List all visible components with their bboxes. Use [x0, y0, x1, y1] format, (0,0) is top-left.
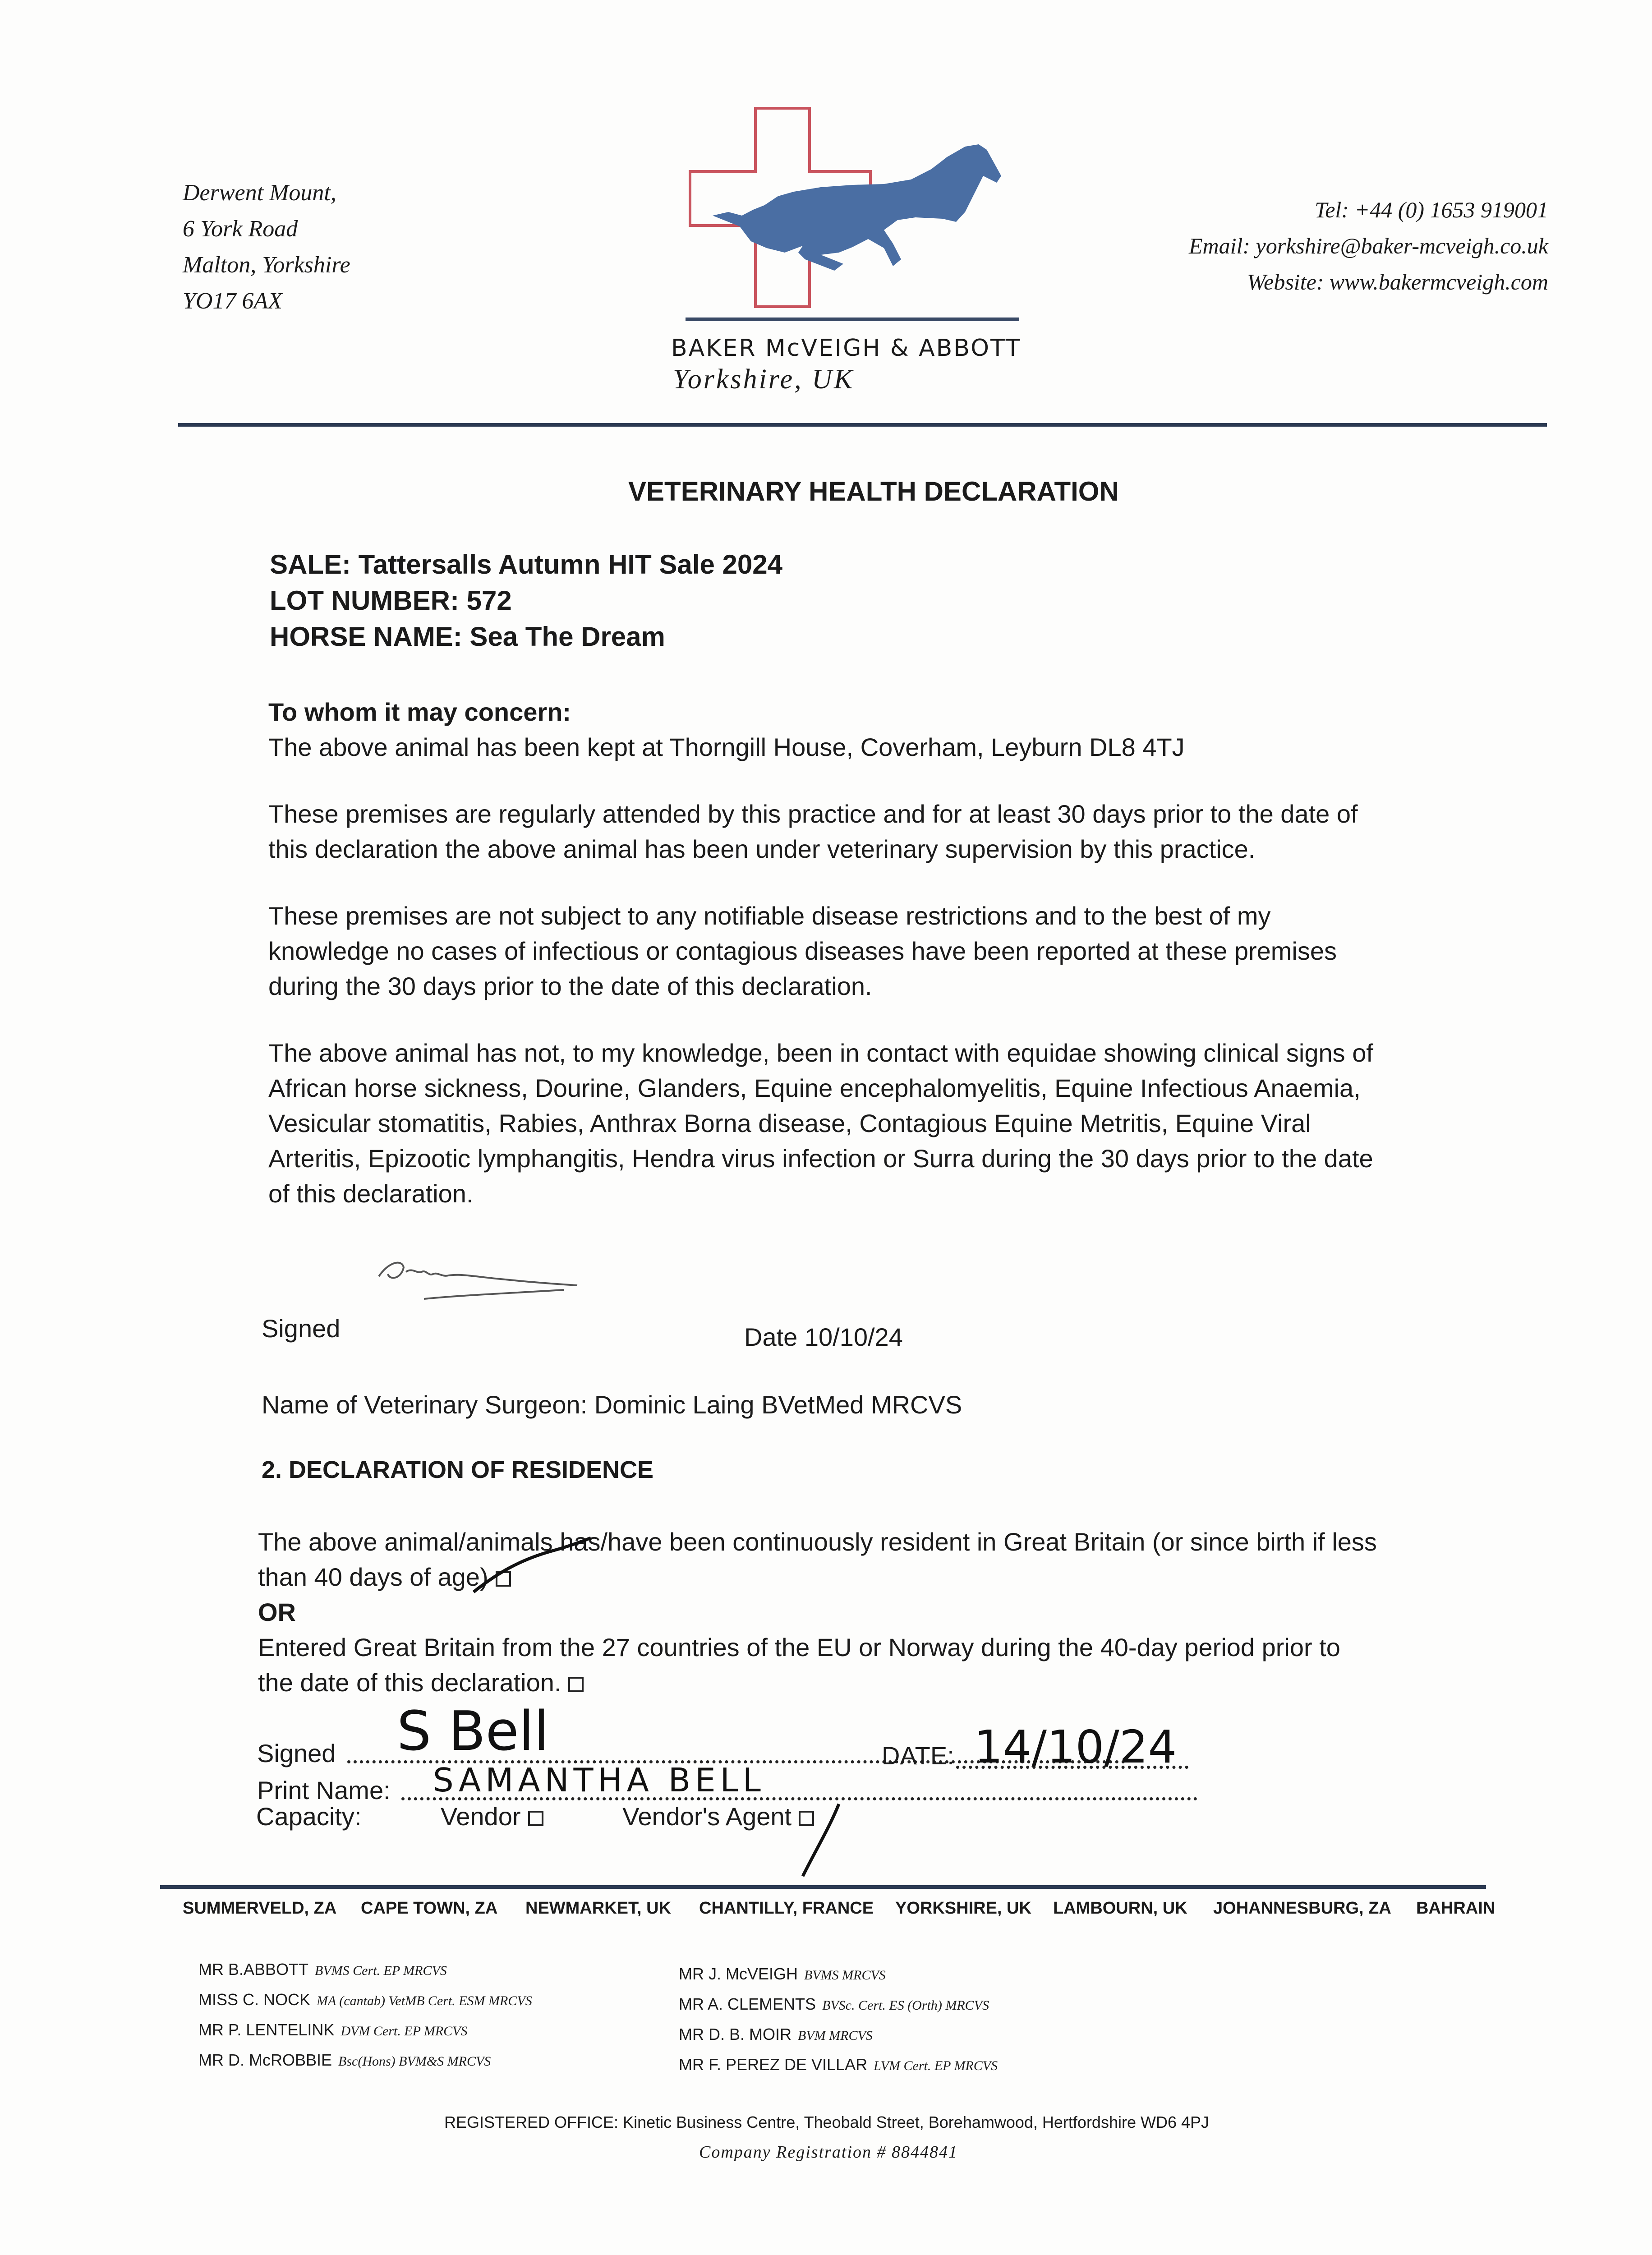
- address-line: Malton, Yorkshire: [183, 252, 350, 278]
- salutation: To whom it may concern:: [268, 698, 571, 726]
- paragraph-line: African horse sickness, Dourine, Glanders, Equine encephalomyelitis, Equine Infectious Anaemia,: [268, 1074, 1361, 1102]
- location: LAMBOURN, UK: [1053, 1899, 1187, 1918]
- staff-entry: MISS C. NOCK MA (cantab) VetMB Cert. ESM MRCVS: [198, 1990, 532, 2009]
- company-logo: [686, 104, 1019, 329]
- address-line: Derwent Mount,: [183, 180, 336, 206]
- eu-entry-checkbox[interactable]: [568, 1677, 584, 1692]
- staff-entry: MR J. McVEIGH BVMS MRCVS: [679, 1965, 886, 1983]
- header-rule: [178, 423, 1547, 427]
- footer-rule: [160, 1885, 1486, 1889]
- vet-signed-label: Signed: [262, 1314, 341, 1343]
- location: CHANTILLY, FRANCE: [699, 1899, 874, 1918]
- company-name: BAKER McVEIGH & ABBOTT: [671, 335, 1022, 362]
- location: CAPE TOWN, ZA: [361, 1899, 498, 1918]
- paragraph-line: of this declaration.: [268, 1179, 474, 1208]
- horse-name: HORSE NAME: Sea The Dream: [270, 621, 665, 652]
- residence-line: than 40 days of age): [258, 1560, 1377, 1595]
- staff-list-right: [679, 1960, 998, 2080]
- staff-entry: MR P. LENTELINK DVM Cert. EP MRCVS: [198, 2020, 468, 2039]
- location: SUMMERVELD, ZA: [183, 1899, 337, 1918]
- staff-list-left: [198, 1955, 532, 2076]
- paragraph-line: Arteritis, Epizootic lymphangitis, Hendra virus infection or Surra during the 30 days prior to the date: [268, 1144, 1373, 1173]
- vet-name: Name of Veterinary Surgeon: Dominic Laing BVetMed MRCVS: [262, 1390, 962, 1419]
- vet-declaration-body: [268, 695, 1373, 1211]
- vet-date: Date 10/10/24: [744, 1323, 903, 1351]
- cross-and-horse-logo-icon: [686, 104, 1019, 329]
- company-registration: Company Registration # 8844841: [699, 2143, 958, 2162]
- address-line: YO17 6AX: [183, 288, 282, 314]
- paragraph-line: These premises are not subject to any notifiable disease restrictions and to the best of my: [268, 902, 1271, 930]
- location: BAHRAIN: [1416, 1899, 1496, 1918]
- signed-label: Signed: [257, 1739, 336, 1767]
- date-label: DATE:: [882, 1741, 954, 1770]
- registered-office-address: Kinetic Business Centre, Theobald Street, Borehamwood, Hertfordshire WD6 4PJ: [623, 2113, 1210, 2131]
- website-line: Website: www.bakermcveigh.com: [1247, 269, 1548, 295]
- vendor-signature: S Bell: [397, 1700, 549, 1763]
- paragraph-line: knowledge no cases of infectious or contagious diseases have been reported at these premises: [268, 937, 1337, 965]
- paragraph-line: this declaration the above animal has been under veterinary supervision by this practice.: [268, 835, 1256, 863]
- premises-line: The above animal has been kept at Thorngill House, Coverham, Leyburn DL8 4TJ: [268, 733, 1185, 761]
- company-location: Yorkshire, UK: [673, 364, 855, 395]
- print-name-handwritten: SAMANTHA BELL: [433, 1761, 765, 1799]
- sale-info: [270, 547, 782, 655]
- location: NEWMARKET, UK: [525, 1899, 671, 1918]
- residence-heading: 2. DECLARATION OF RESIDENCE: [262, 1456, 654, 1483]
- email-line: Email: yorkshire@baker-mcveigh.co.uk: [1188, 233, 1548, 258]
- staff-entry: MR D. B. MOIR BVM MRCVS: [679, 2025, 873, 2043]
- date-handwritten: 14/10/24: [974, 1721, 1177, 1773]
- paragraph-line: The above animal has not, to my knowledge, been in contact with equidae showing clinical signs of: [268, 1039, 1373, 1067]
- contact-details: [1189, 192, 1548, 300]
- registered-office-label: REGISTERED OFFICE:: [444, 2113, 619, 2131]
- vendor-option: Vendor: [441, 1802, 543, 1831]
- vet-signature: [370, 1236, 586, 1312]
- document-title: VETERINARY HEALTH DECLARATION: [628, 476, 1119, 506]
- location: YORKSHIRE, UK: [895, 1899, 1031, 1918]
- registered-office: [444, 2113, 1209, 2132]
- location: JOHANNESBURG, ZA: [1213, 1899, 1391, 1918]
- or-label: OR: [258, 1598, 296, 1626]
- residence-line: The above animal/animals has/have been continuously resident in Great Britain (or since birth if less: [258, 1528, 1377, 1556]
- residence-body: [258, 1524, 1377, 1700]
- phone-line: Tel: +44 (0) 1653 919001: [1315, 197, 1548, 222]
- paragraph-line: during the 30 days prior to the date of this declaration.: [268, 972, 872, 1000]
- sale-name: SALE: Tattersalls Autumn HIT Sale 2024: [270, 549, 782, 580]
- staff-entry: MR B.ABBOTT BVMS Cert. EP MRCVS: [198, 1960, 447, 1979]
- residence-line: Entered Great Britain from the 27 countries of the EU or Norway during the 40-day period prior to: [258, 1633, 1340, 1661]
- sender-address: [183, 175, 350, 319]
- staff-entry: MR A. CLEMENTS BVSc. Cert. ES (Orth) MRCVS: [679, 1995, 989, 2013]
- vendor-checkbox[interactable]: [528, 1811, 543, 1826]
- capacity-row: [256, 1802, 814, 1831]
- paragraph-line: Vesicular stomatitis, Rabies, Anthrax Borna disease, Contagious Equine Metritis, Equine Viral: [268, 1109, 1311, 1137]
- tick-mark: [469, 1533, 604, 1597]
- paragraph-line: These premises are regularly attended by this practice and for at least 30 days prior to the date of: [268, 800, 1358, 828]
- address-line: 6 York Road: [183, 216, 298, 242]
- residence-line: the date of this declaration.: [258, 1665, 1377, 1700]
- lot-number: LOT NUMBER: 572: [270, 585, 512, 616]
- print-name-label: Print Name:: [257, 1776, 391, 1804]
- staff-entry: MR F. PEREZ DE VILLAR LVM Cert. EP MRCVS: [679, 2055, 998, 2074]
- staff-entry: MR D. McROBBIE Bsc(Hons) BVM&S MRCVS: [198, 2051, 491, 2069]
- agent-tick-mark: [794, 1799, 848, 1881]
- agent-option: Vendor's Agent: [622, 1802, 814, 1831]
- capacity-label: Capacity:: [256, 1802, 362, 1831]
